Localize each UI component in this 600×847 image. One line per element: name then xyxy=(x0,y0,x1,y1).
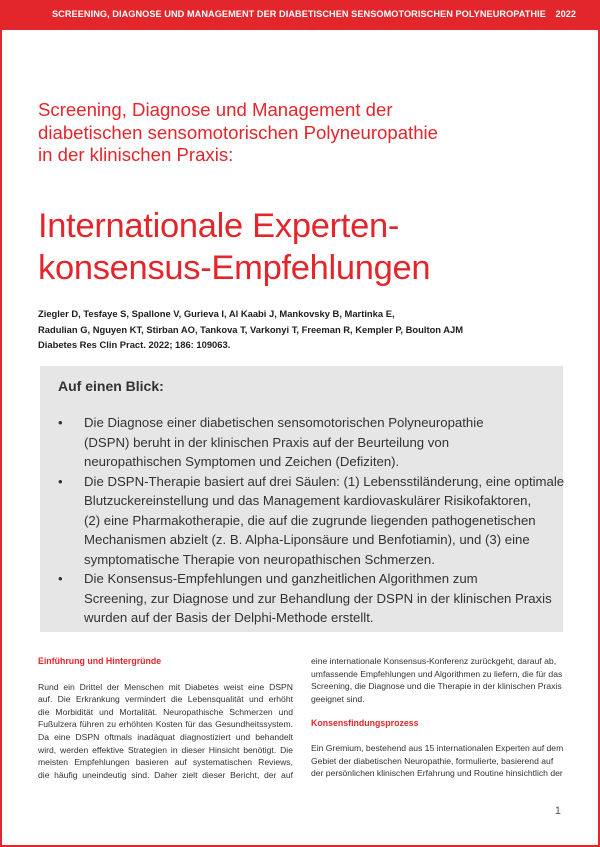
header-banner xyxy=(2,0,598,30)
summary-list xyxy=(40,413,564,628)
summary-line: (DSPN) beruht in der klinischen Praxis auf der Beurteilung von xyxy=(84,434,450,450)
section-heading-intro: Einführung und Hintergründe xyxy=(38,656,162,666)
body-line: Screening, die Diagnose und die Therapie in der klinischen Praxis xyxy=(311,681,562,692)
title-line: konsensus-Empfehlungen xyxy=(38,249,431,287)
body-line: Fußulzera führen zu erhöhten Kosten für das Gesundheitssystem. xyxy=(38,719,293,730)
body-line: die Morbidität und Mortalität. Neuropathische Schmerzen und xyxy=(38,706,293,717)
document-title xyxy=(38,205,578,289)
summary-line: Screening, zur Diagnose und zur Behandlung der DSPN in der klinischen Praxis xyxy=(84,590,552,606)
summary-item xyxy=(40,569,564,628)
body-line: meisten Empfehlungen basieren auf systematischen Reviews, xyxy=(38,757,293,768)
authors-line: Radulian G, Nguyen KT, Stirban AO, Tankova T, Varkonyi T, Freeman R, Kempler P, Boulton AJM xyxy=(38,323,464,335)
banner-year: 2022 xyxy=(555,9,576,19)
banner-title: SCREENING, DIAGNOSE UND MANAGEMENT DER DIABETISCHEN SENSOMOTORISCHEN POLYNEUROPATHIE xyxy=(52,9,546,19)
summary-line: Mechanismen abzielt (z. B. Alpha-Liponsäure und Benfotiamin), und (3) eine xyxy=(84,532,530,547)
body-line: Gebiet der diabetischen Neuropathie, formulierte, basierend auf xyxy=(311,755,554,766)
summary-line: (2) eine Pharmakotherapie, die auf die zugrunde liegenden pathogenetischen xyxy=(84,512,536,528)
body-line: die häufig uneindeutig sind. Daher zielt dieser Bericht, der auf xyxy=(38,769,293,780)
bullet-icon: • xyxy=(58,571,63,586)
left-column xyxy=(38,655,293,781)
body-line: Ein Gremium, bestehend aus 15 internationalen Experten auf dem xyxy=(311,742,564,753)
summary-item xyxy=(40,472,564,570)
summary-line: neuropathischen Symptomen und Zeichen (Defiziten). xyxy=(84,454,400,469)
subtitle-line: in der klinischen Praxis: xyxy=(38,144,234,165)
body-line: geeignet sind. xyxy=(311,693,365,704)
body-line: der persönlichen klinischen Erfahrung und Routine hinsichtlich der xyxy=(311,768,563,779)
summary-line: Blutzuckereinstellung und das Management kardiovaskulärer Risikofaktoren, xyxy=(84,493,532,508)
document-subtitle xyxy=(38,99,558,167)
bullet-icon: • xyxy=(58,415,63,430)
body-line: Da eine DSPN oftmals inadäquat diagnostiziert und behandelt xyxy=(38,731,293,742)
authors-citation xyxy=(38,306,578,353)
body-line: auf. Die Erkrankung vermindert die Lebensqualität und erhöht xyxy=(38,694,293,705)
bullet-icon: • xyxy=(58,473,63,489)
summary-line: Die DSPN-Therapie basiert auf drei Säulen: (1) Lebensstiländerung, eine optimale xyxy=(84,473,565,489)
summary-box xyxy=(40,366,563,632)
body-line: umfassende Empfehlungen und Algorithmen zu liefern, die für das xyxy=(311,668,563,679)
summary-line: Die Konsensus-Empfehlungen und ganzheitlichen Algorithmen zum xyxy=(84,571,478,586)
body-line: Rund ein Drittel der Menschen mit Diabetes weist eine DSPN xyxy=(38,681,293,692)
summary-line: symptomatische Therapie von neuropathischen Schmerzen. xyxy=(84,551,435,567)
summary-item xyxy=(40,413,564,472)
summary-line: Die Diagnose einer diabetischen sensomotorischen Polyneuropathie xyxy=(84,415,484,430)
subtitle-line: diabetischen sensomotorischen Polyneuropathie xyxy=(38,121,439,143)
authors-line: Ziegler D, Tesfaye S, Spallone V, Gurieva I, Al Kaabi J, Mankovsky B, Martinka E, xyxy=(38,308,395,319)
section-heading-consensus: Konsensfindungsprozess xyxy=(311,718,419,729)
title-line: Internationale Experten- xyxy=(38,207,400,245)
right-column xyxy=(311,655,566,780)
page-number: 1 xyxy=(554,805,561,817)
citation-line: Diabetes Res Clin Pract. 2022; 186: 109063. xyxy=(38,339,231,350)
summary-heading: Auf einen Blick: xyxy=(58,378,164,394)
summary-line: wurden auf der Basis der Delphi-Methode erstellt. xyxy=(84,610,374,625)
subtitle-line: Screening, Diagnose und Management der xyxy=(38,99,393,120)
body-line: wird, werden effektive Strategien in dieser Hinsicht benötigt. Die xyxy=(38,744,293,755)
body-line: eine internationale Konsensus-Konferenz zurückgeht, darauf ab, xyxy=(311,656,557,666)
